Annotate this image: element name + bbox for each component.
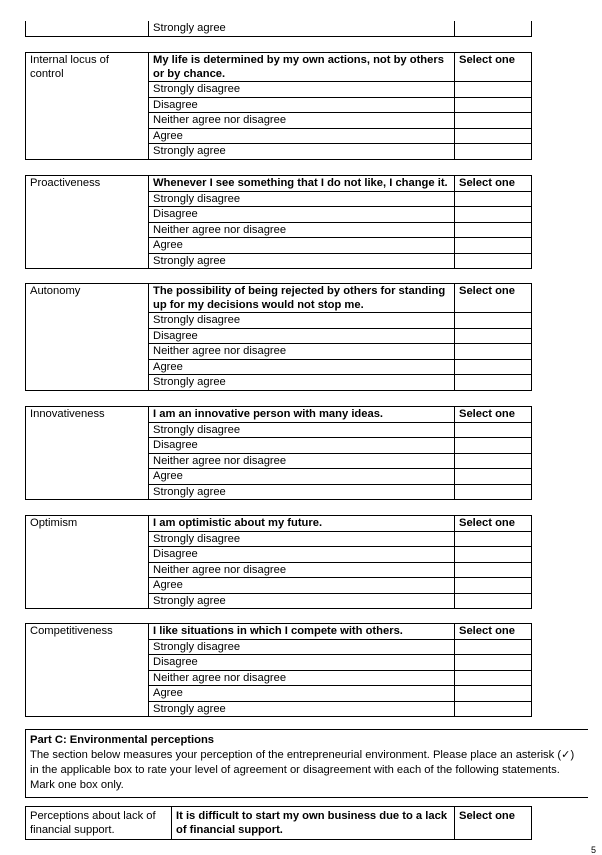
option-label: Disagree: [149, 547, 455, 563]
select-one-label: Select one: [455, 176, 532, 192]
option-checkbox[interactable]: [455, 469, 532, 485]
option-checkbox[interactable]: [455, 422, 532, 438]
section-proactiveness: [25, 175, 532, 269]
option-label: Strongly agree: [149, 253, 455, 269]
section-statement: I am optimistic about my future.: [149, 516, 455, 532]
section-label: Proactiveness: [26, 176, 149, 269]
option-label: Strongly agree: [149, 484, 455, 500]
option-checkbox[interactable]: [455, 655, 532, 671]
option-checkbox[interactable]: [455, 238, 532, 254]
part-c-title: Part C: Environmental perceptions: [30, 734, 215, 746]
option-label: Disagree: [149, 438, 455, 454]
option-checkbox[interactable]: [455, 547, 532, 563]
section-statement: I am an innovative person with many ideas.: [149, 407, 455, 423]
option-label: Disagree: [149, 97, 455, 113]
select-one-label: Select one: [455, 624, 532, 640]
top-label-cell: [26, 21, 149, 36]
option-label: Neither agree nor disagree: [149, 453, 455, 469]
option-label: Agree: [149, 359, 455, 375]
option-label: Disagree: [149, 207, 455, 223]
section-label: Competitiveness: [26, 624, 149, 717]
select-one-label: Select one: [455, 807, 532, 840]
option-label: Neither agree nor disagree: [149, 670, 455, 686]
option-label: Neither agree nor disagree: [149, 113, 455, 129]
option-label: Agree: [149, 578, 455, 594]
select-one-label: Select one: [455, 407, 532, 423]
section-optimism: [25, 515, 532, 609]
option-checkbox[interactable]: [455, 253, 532, 269]
top-fragment-table: [25, 21, 532, 37]
section-label: Autonomy: [26, 284, 149, 391]
option-checkbox[interactable]: [455, 328, 532, 344]
option-label: Strongly disagree: [149, 313, 455, 329]
section-statement: Whenever I see something that I do not like, I change it.: [149, 176, 455, 192]
option-label: Strongly agree: [149, 701, 455, 717]
section-statement: I like situations in which I compete with others.: [149, 624, 455, 640]
select-one-label: Select one: [455, 53, 532, 82]
option-label: Agree: [149, 686, 455, 702]
section-label: Innovativeness: [26, 407, 149, 500]
section-competitiveness: [25, 623, 532, 717]
option-checkbox[interactable]: [455, 453, 532, 469]
option-label: Strongly agree: [149, 593, 455, 609]
option-label: Strongly agree: [149, 144, 455, 160]
option-checkbox[interactable]: [455, 639, 532, 655]
option-checkbox[interactable]: [455, 531, 532, 547]
option-checkbox[interactable]: [455, 686, 532, 702]
option-checkbox[interactable]: [455, 97, 532, 113]
section-statement: My life is determined by my own actions, not by others or by chance.: [149, 53, 455, 82]
option-checkbox[interactable]: [455, 375, 532, 391]
option-label: Strongly disagree: [149, 191, 455, 207]
section-internal-locus: [25, 52, 532, 160]
option-label: Disagree: [149, 655, 455, 671]
option-label: Strongly disagree: [149, 639, 455, 655]
section-autonomy: [25, 283, 532, 391]
section-label: Optimism: [26, 516, 149, 609]
option-label: Strongly disagree: [149, 422, 455, 438]
option-label: Agree: [149, 238, 455, 254]
top-select-cell[interactable]: [455, 21, 532, 36]
section-statement: It is difficult to start my own business due to a lack of financial support.: [172, 807, 455, 840]
option-checkbox[interactable]: [455, 670, 532, 686]
option-label: Agree: [149, 469, 455, 485]
select-one-label: Select one: [455, 516, 532, 532]
option-checkbox[interactable]: [455, 113, 532, 129]
section-label: Perceptions about lack of financial support.: [26, 807, 172, 840]
option-label: Agree: [149, 128, 455, 144]
part-c-body: The section below measures your perception of the entrepreneurial environment. Please place an asterisk (✓) in the applicable box to rate your level of agreement or disagreement with each of the following statements. Mark one box only.: [30, 749, 575, 791]
option-checkbox[interactable]: [455, 484, 532, 500]
option-checkbox[interactable]: [455, 222, 532, 238]
option-checkbox[interactable]: [455, 438, 532, 454]
option-checkbox[interactable]: [455, 593, 532, 609]
option-checkbox[interactable]: [455, 128, 532, 144]
option-label: Strongly disagree: [149, 82, 455, 98]
part-c-intro: [25, 729, 588, 798]
option-checkbox[interactable]: [455, 144, 532, 160]
option-label: Neither agree nor disagree: [149, 344, 455, 360]
section-statement: The possibility of being rejected by others for standing up for my decisions would not stop me.: [149, 284, 455, 313]
option-checkbox[interactable]: [455, 359, 532, 375]
option-checkbox[interactable]: [455, 191, 532, 207]
section-financial-support: [25, 806, 532, 840]
option-checkbox[interactable]: [455, 344, 532, 360]
option-checkbox[interactable]: [455, 82, 532, 98]
option-label: Strongly disagree: [149, 531, 455, 547]
option-checkbox[interactable]: [455, 562, 532, 578]
option-checkbox[interactable]: [455, 701, 532, 717]
option-checkbox[interactable]: [455, 207, 532, 223]
page-number: 5: [590, 845, 596, 855]
section-label: Internal locus of control: [26, 53, 149, 160]
option-checkbox[interactable]: [455, 578, 532, 594]
option-label: Neither agree nor disagree: [149, 222, 455, 238]
select-one-label: Select one: [455, 284, 532, 313]
option-label: Neither agree nor disagree: [149, 562, 455, 578]
section-innovativeness: [25, 406, 532, 500]
option-label: Strongly agree: [149, 375, 455, 391]
option-checkbox[interactable]: [455, 313, 532, 329]
option-label: Disagree: [149, 328, 455, 344]
top-option-cell: Strongly agree: [149, 21, 455, 36]
